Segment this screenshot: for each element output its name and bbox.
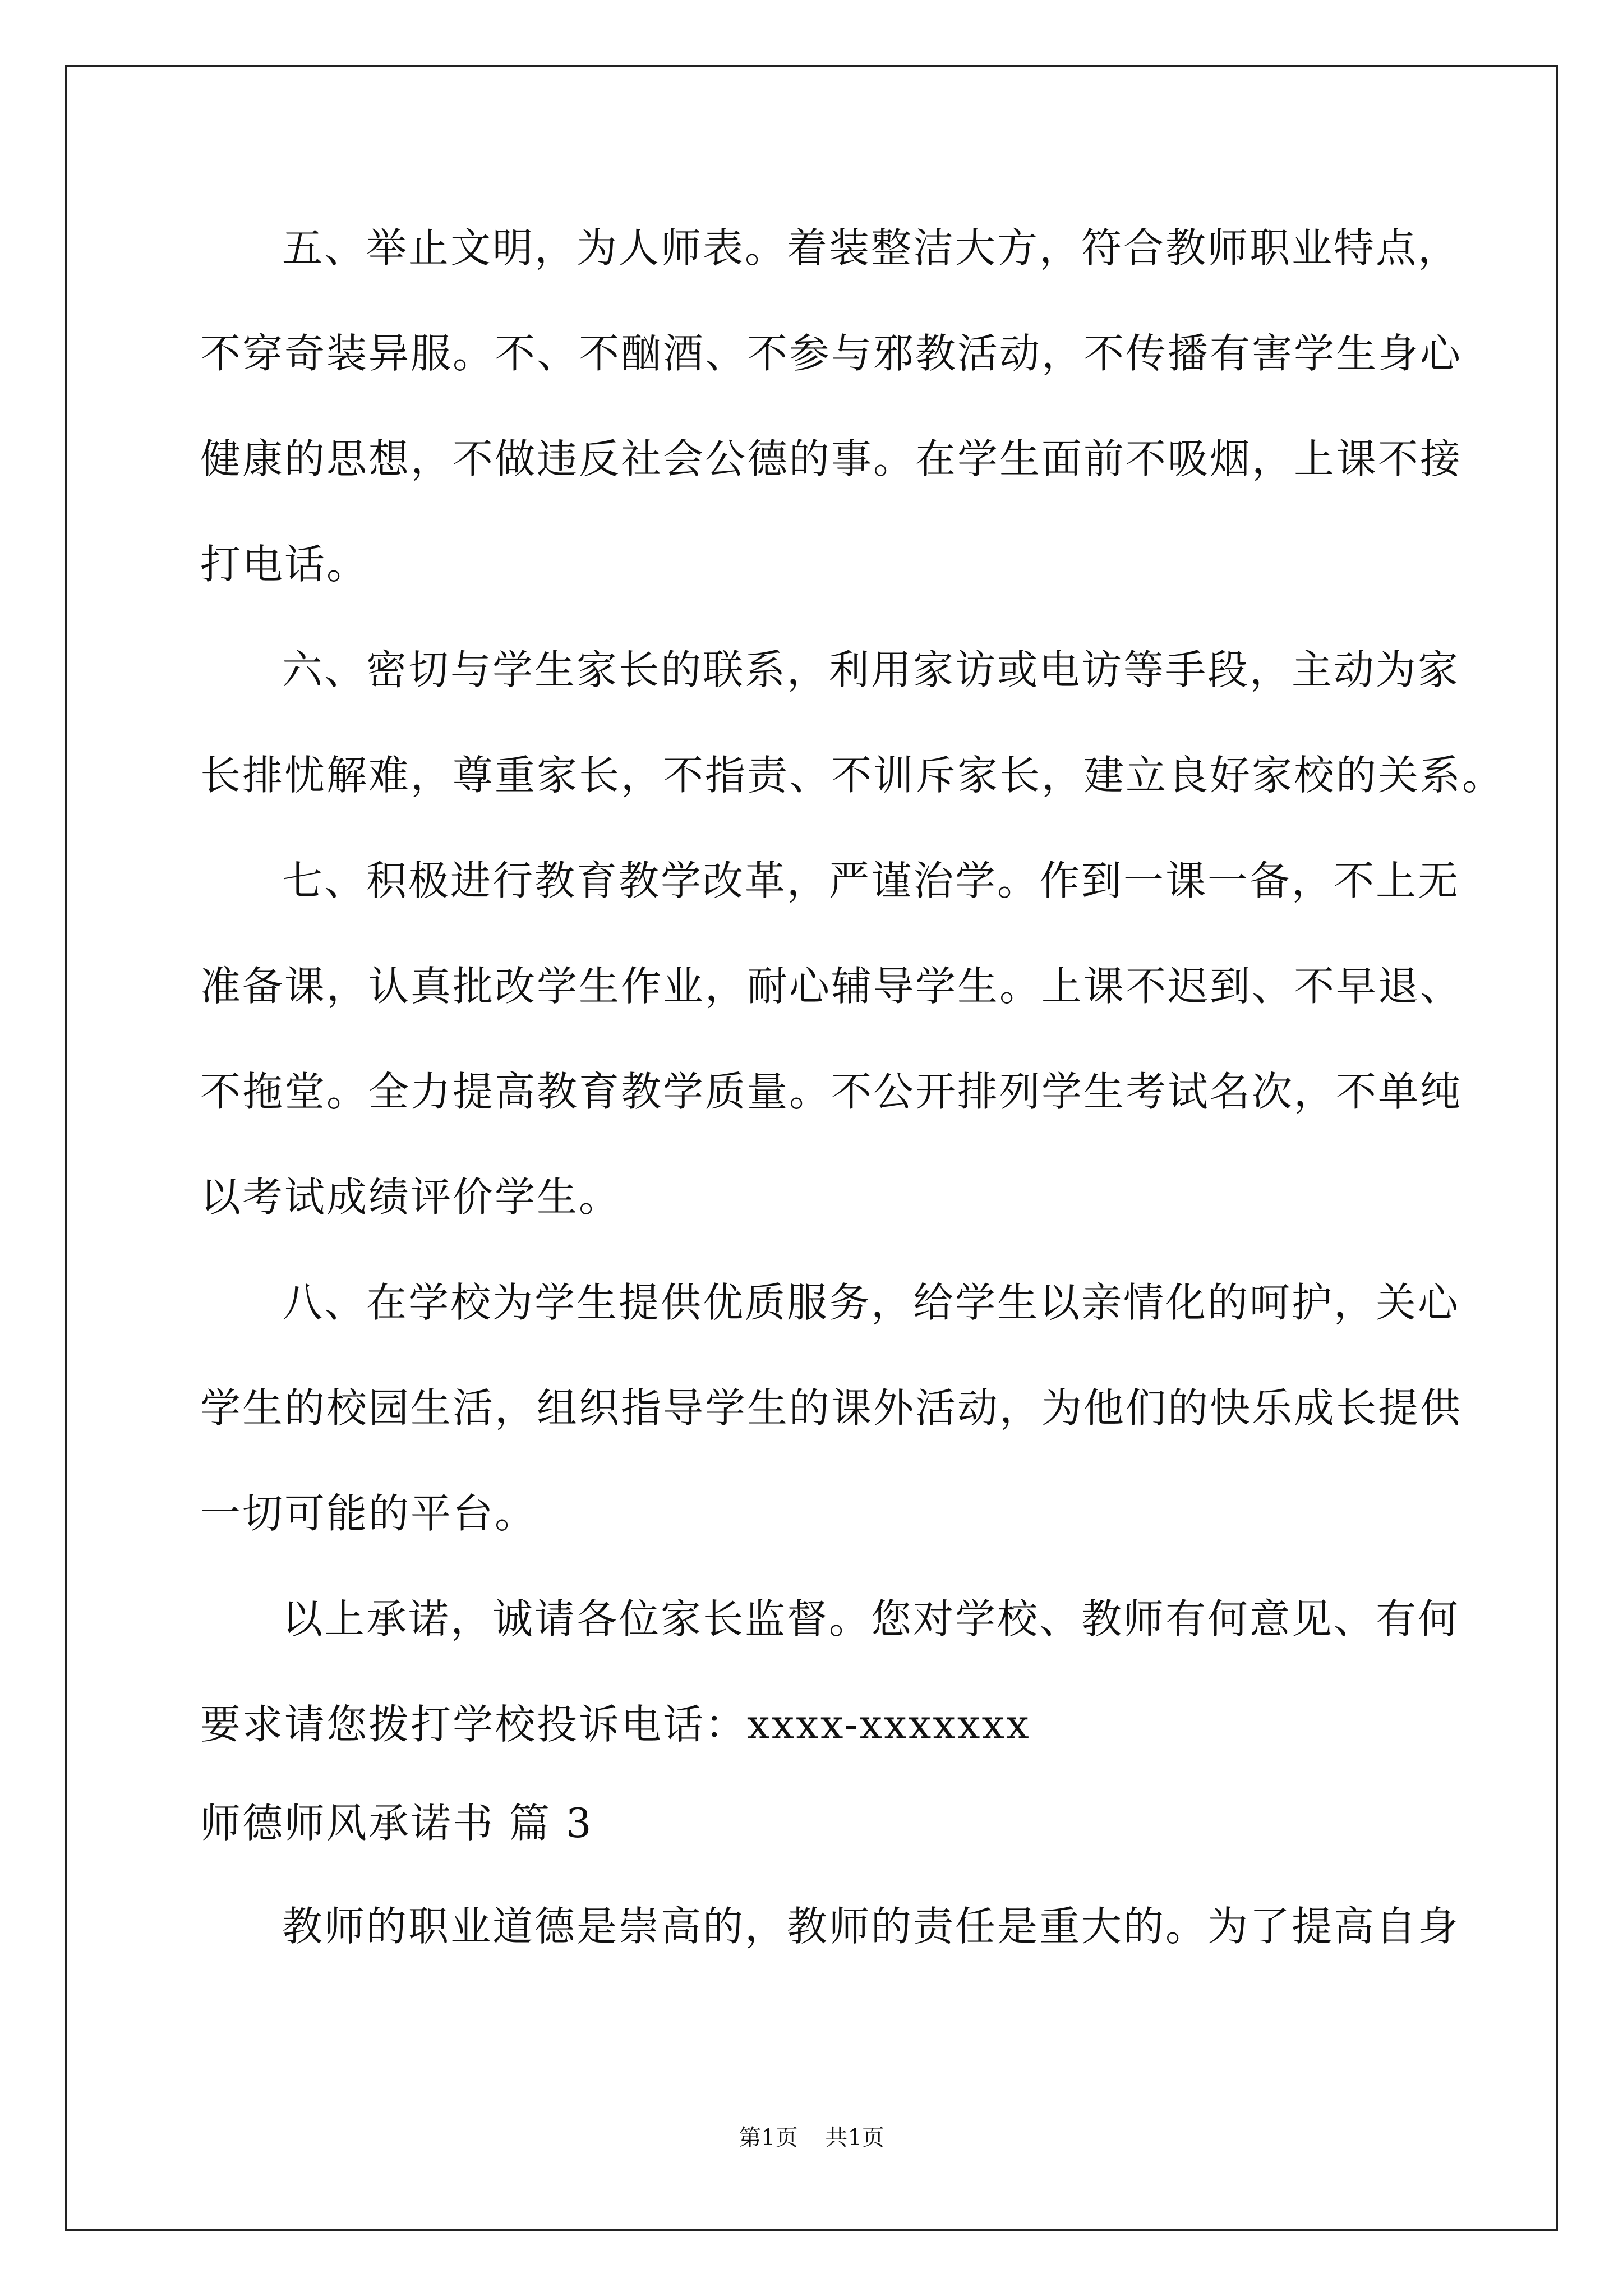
- text-line: 不拖堂。全力提高教育教学质量。不公开排列学生考试名次，不单纯: [200, 1068, 1463, 1115]
- text-line: 准备课，认真批改学生作业，耐心辅导学生。上课不迟到、不早退、: [200, 963, 1463, 1010]
- page-footer: [0, 2124, 1623, 2152]
- text-line: 五、举止文明，为人师表。着装整洁大方，符合教师职业特点，: [282, 224, 1460, 272]
- page-total: 共1页: [825, 2125, 884, 2151]
- text-line: 六、密切与学生家长的联系，利用家访或电访等手段，主动为家: [282, 646, 1460, 693]
- text-line: 以考试成绩评价学生。: [200, 1174, 621, 1221]
- text-line: 一切可能的平台。: [200, 1490, 537, 1537]
- text-line: 健康的思想，不做违反社会公德的事。在学生面前不吸烟，上课不接: [200, 435, 1463, 482]
- text-line: 以上承诺，诚请各位家长监督。您对学校、教师有何意见、有何: [282, 1595, 1460, 1642]
- text-line: 打电话。: [200, 541, 369, 588]
- text-line: 长排忧解难，尊重家长，不指责、不训斥家长，建立良好家校的关系。: [200, 752, 1505, 799]
- text-line: 教师的职业道德是崇高的，教师的责任是重大的。为了提高自身: [282, 1903, 1460, 1950]
- section-heading: 师德师风承诺书 篇 3: [200, 1800, 593, 1847]
- text-line: 要求请您拨打学校投诉电话：xxxx-xxxxxxx: [200, 1701, 1031, 1748]
- text-line: 七、积极进行教育教学改革，严谨治学。作到一课一备，不上无: [282, 857, 1460, 904]
- text-line: 不穿奇装异服。不、不酗酒、不参与邪教活动，不传播有害学生身心: [200, 330, 1463, 377]
- page-number: 第1页: [739, 2125, 798, 2151]
- text-line: 八、在学校为学生提供优质服务，给学生以亲情化的呵护，关心: [282, 1279, 1460, 1326]
- text-line: 学生的校园生活，组织指导学生的课外活动，为他们的快乐成长提供: [200, 1384, 1463, 1432]
